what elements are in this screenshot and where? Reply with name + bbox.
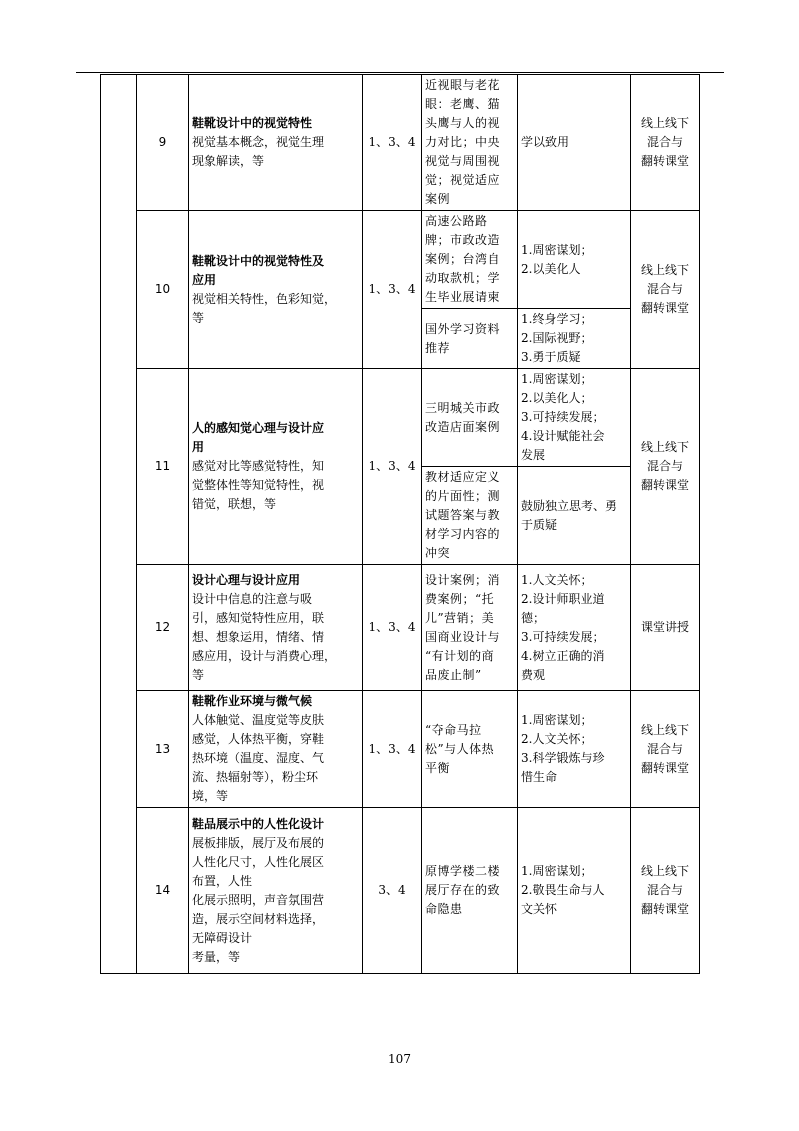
topic-cell — [189, 75, 363, 211]
text-line: 2.人文关怀； — [521, 732, 593, 746]
text-line: 混合与 — [646, 135, 683, 149]
text-line: 试题答案与教 — [425, 508, 501, 522]
blank-column-cell — [101, 75, 137, 974]
session-number: 14 — [137, 808, 189, 974]
text-line: 应用 — [192, 272, 217, 287]
text-line: 1.周密谋划； — [521, 713, 593, 727]
text-line: 松”与人体热 — [425, 741, 495, 756]
teaching-mode-cell — [631, 75, 700, 211]
teaching-mode-cell — [631, 691, 700, 808]
topic-content — [192, 133, 359, 171]
text-line: 近视眼与老花 — [425, 78, 501, 92]
text-line: 生毕业展请柬 — [425, 290, 501, 304]
value-cell — [518, 75, 631, 211]
text-line: 学以致用 — [521, 135, 570, 149]
text-line: 感应用，设计与消费心理， — [192, 648, 337, 663]
session-number: 13 — [137, 691, 189, 808]
text-line: 现象解读，等 — [192, 154, 265, 168]
text-line: 想、想象运用，情绪、情 — [192, 629, 325, 644]
text-line: 1.周密谋划； — [521, 242, 593, 257]
text-line: 3.可持续发展； — [521, 629, 605, 644]
text-line: 文关怀 — [521, 902, 558, 916]
text-line: 发展 — [521, 448, 546, 462]
text-line: 设计中信息的注意与吸 — [192, 591, 313, 606]
text-line: 化展示照明，声音氛围营 — [192, 892, 325, 907]
text-line: 国商业设计与 — [425, 629, 501, 644]
text-line: 改造店面案例 — [425, 419, 501, 434]
text-line: 德； — [521, 610, 546, 625]
text-line: 鼓励独立思考、勇 — [521, 498, 618, 513]
text-line: 翻转课堂 — [640, 902, 689, 916]
text-line: 课堂讲授 — [640, 620, 689, 634]
header-rule — [76, 72, 724, 73]
topic-content — [192, 711, 359, 806]
text-line: 设计心理与设计应用 — [192, 572, 301, 587]
text-line: 费案例；“托 — [425, 591, 495, 606]
case-cell — [422, 691, 518, 808]
text-line: 平衡 — [425, 760, 451, 775]
text-line: 推荐 — [425, 340, 451, 355]
case-cell — [422, 808, 518, 974]
topic-title — [192, 419, 359, 457]
text-line: 1.周密谋划； — [521, 864, 593, 878]
text-line: 鞋靴作业环境与微气候 — [192, 694, 313, 708]
text-line: 感觉，人体热平衡，穿鞋 — [192, 732, 325, 746]
text-line: 混合与 — [646, 459, 683, 473]
text-line: 翻转课堂 — [640, 760, 689, 775]
text-line: 2.国际视野； — [521, 331, 593, 345]
objectives-cell: 3、4 — [363, 808, 422, 974]
text-line: 布置，人性 — [192, 873, 253, 888]
objectives-cell: 1、3、4 — [363, 369, 422, 565]
text-line: 1.终身学习； — [521, 312, 593, 326]
topic-cell — [189, 565, 363, 691]
topic-cell — [189, 808, 363, 974]
text-line: 的片面性；测 — [425, 489, 501, 503]
text-line: 混合与 — [646, 282, 683, 296]
teaching-mode-cell — [631, 211, 700, 369]
table-row — [101, 211, 700, 309]
text-line: 头鹰与人的视 — [425, 116, 501, 130]
text-line: 2.以美化人 — [521, 261, 581, 276]
text-line: 动取款机；学 — [425, 271, 501, 285]
text-line: 3.可持续发展； — [521, 410, 605, 424]
topic-title — [192, 815, 359, 834]
table-row — [101, 369, 700, 467]
text-line: 引，感知觉特性应用，联 — [192, 610, 325, 625]
text-line: 命隐患 — [425, 902, 463, 916]
table-row — [101, 565, 700, 691]
text-line: 4.设计赋能社会 — [521, 429, 605, 443]
text-line: 2.设计师职业道 — [521, 591, 605, 606]
text-line: 案例 — [425, 192, 451, 206]
text-line: 展厅存在的致 — [425, 883, 501, 897]
topic-content — [192, 457, 359, 514]
table-row — [101, 75, 700, 211]
text-line: 线上线下 — [640, 440, 689, 454]
topic-title — [192, 252, 359, 290]
text-line: 等 — [192, 310, 205, 325]
teaching-mode-cell — [631, 369, 700, 565]
text-line: 视觉相关特性，色彩知觉， — [192, 291, 337, 306]
text-line: 考量，等 — [192, 949, 241, 964]
text-line: 1.人文关怀； — [521, 572, 593, 587]
text-line: 流、热辐射等），粉尘环 — [192, 770, 319, 784]
text-line: 翻转课堂 — [640, 478, 689, 492]
text-line: 4.树立正确的消 — [521, 648, 605, 663]
text-line: 觉；视觉适应 — [425, 173, 501, 187]
text-line: 原博学楼二楼 — [425, 864, 501, 878]
topic-title — [192, 692, 359, 711]
text-line: 鞋靴设计中的视觉特性及 — [192, 253, 325, 268]
text-line: 惜生命 — [521, 770, 558, 784]
topic-title — [192, 571, 359, 590]
table-row — [101, 808, 700, 974]
text-line: 高速公路路 — [425, 214, 488, 228]
text-line: 案例；台湾自 — [425, 252, 501, 266]
case-cell — [422, 565, 518, 691]
value-cell — [518, 369, 631, 467]
case-cell — [422, 211, 518, 309]
value-cell — [518, 211, 631, 309]
text-line: 无障碍设计 — [192, 930, 253, 945]
objectives-cell: 1、3、4 — [363, 75, 422, 211]
text-line: 线上线下 — [640, 116, 689, 130]
session-number: 11 — [137, 369, 189, 565]
objectives-cell: 1、3、4 — [363, 211, 422, 369]
text-line: 3.勇于质疑 — [521, 350, 581, 364]
teaching-mode-cell — [631, 565, 700, 691]
text-line: 等 — [192, 667, 205, 682]
case-cell — [422, 309, 518, 369]
text-line: 人体触觉、温度觉等皮肤 — [192, 713, 325, 727]
text-line: “夺命马拉 — [425, 722, 482, 737]
course-schedule-table — [100, 74, 700, 974]
text-line: 境，等 — [192, 789, 229, 803]
text-line: 翻转课堂 — [640, 301, 689, 315]
text-line: 觉整体性等知觉特性，视 — [192, 478, 325, 492]
topic-cell — [189, 211, 363, 369]
text-line: 线上线下 — [640, 864, 689, 878]
text-line: 造，展示空间材料选择， — [192, 911, 325, 926]
text-line: 线上线下 — [640, 722, 689, 737]
case-cell — [422, 369, 518, 467]
text-line: 翻转课堂 — [640, 154, 689, 168]
text-line: 2.敬畏生命与人 — [521, 883, 605, 897]
value-cell — [518, 565, 631, 691]
text-line: 冲突 — [425, 546, 451, 560]
table-row — [101, 691, 700, 808]
topic-content — [192, 834, 359, 967]
text-line: 混合与 — [646, 741, 683, 756]
text-line: 教材适应定义 — [425, 470, 501, 484]
value-cell — [518, 309, 631, 369]
session-number: 10 — [137, 211, 189, 369]
text-line: 人性化尺寸，人性化展区 — [192, 854, 325, 869]
text-line: 眼：老鹰、猫 — [425, 97, 501, 111]
text-line: 材学习内容的 — [425, 527, 501, 541]
text-line: 于质疑 — [521, 517, 558, 532]
text-line: 2.以美化人； — [521, 391, 593, 405]
case-cell — [422, 75, 518, 211]
topic-cell — [189, 691, 363, 808]
session-number: 12 — [137, 565, 189, 691]
value-cell — [518, 691, 631, 808]
topic-content — [192, 290, 359, 328]
text-line: 牌；市政改造 — [425, 233, 501, 247]
text-line: 鞋品展示中的人性化设计 — [192, 816, 325, 831]
text-line: 设计案例；消 — [425, 572, 501, 587]
text-line: 人的感知觉心理与设计应 — [192, 421, 325, 435]
text-line: 国外学习资料 — [425, 321, 501, 336]
text-line: 费观 — [521, 667, 546, 682]
topic-title — [192, 114, 359, 133]
text-line: 1.周密谋划； — [521, 372, 593, 386]
text-line: 感觉对比等感觉特性，知 — [192, 459, 325, 473]
text-line: 品废止制” — [425, 667, 482, 682]
text-line: 鞋靴设计中的视觉特性 — [192, 116, 313, 130]
text-line: “有计划的商 — [425, 648, 495, 663]
objectives-cell: 1、3、4 — [363, 565, 422, 691]
text-line: 儿”营销；美 — [425, 610, 495, 625]
text-line: 混合与 — [646, 883, 683, 897]
text-line: 三明城关市政 — [425, 400, 501, 415]
text-line: 用 — [192, 440, 205, 454]
text-line: 错觉，联想，等 — [192, 497, 277, 511]
case-cell — [422, 467, 518, 565]
text-line: 线上线下 — [640, 263, 689, 277]
objectives-cell: 1、3、4 — [363, 691, 422, 808]
teaching-mode-cell — [631, 808, 700, 974]
topic-content — [192, 590, 359, 685]
page-number: 107 — [388, 1052, 411, 1066]
text-line: 热环境（温度、湿度、气 — [192, 751, 325, 765]
value-cell — [518, 808, 631, 974]
text-line: 展板排版，展厅及布展的 — [192, 835, 325, 850]
text-line: 3.科学锻炼与珍 — [521, 751, 605, 765]
text-line: 力对比；中央 — [425, 135, 501, 149]
topic-cell — [189, 369, 363, 565]
value-cell — [518, 467, 631, 565]
text-line: 视觉与周围视 — [425, 154, 501, 168]
text-line: 视觉基本概念，视觉生理 — [192, 135, 325, 149]
session-number: 9 — [137, 75, 189, 211]
